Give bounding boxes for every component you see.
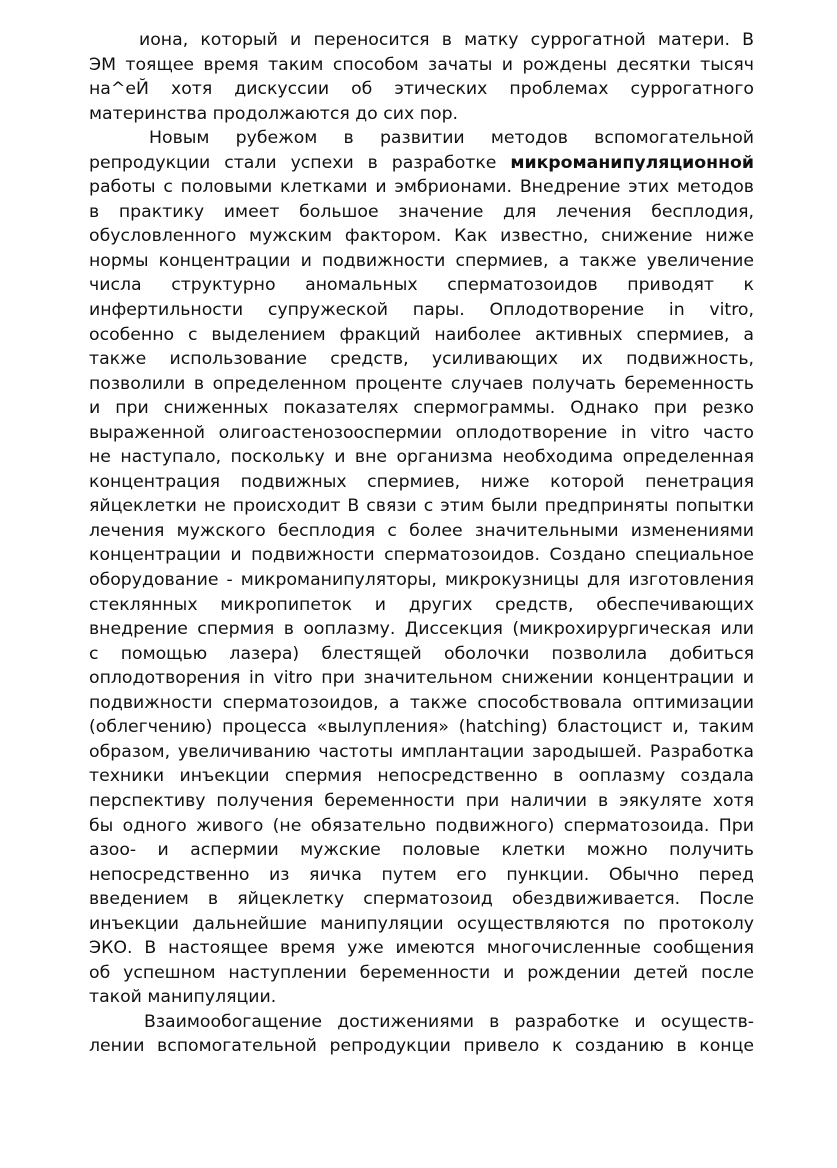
text-fragment: репродукции стали успехи в разработке bbox=[89, 152, 511, 173]
paragraph-start-line: Взаимообогащение достижениями в разработке и осуществ- bbox=[144, 1011, 754, 1032]
text-line: внедрение спермия в ооплазму. Диссекция (микрохирургическая или bbox=[89, 619, 754, 640]
text-line: техники инъекции спермия непосредственно в ооплазму создала bbox=[89, 766, 754, 787]
text-line: материнства продолжаются до сих пор. bbox=[89, 103, 459, 124]
text-line: инъекции дальнейшие манипуляции осуществляются по протоколу bbox=[89, 913, 754, 934]
text-line: ЭКО. В настоящее время уже имеются многочисленные сообщения bbox=[89, 938, 754, 959]
text-line: на^еЙ хотя дискуссии об этических проблемах суррогатного bbox=[89, 79, 754, 100]
text-line: непосредственно из яичка путем его пункции. Обычно перед bbox=[89, 864, 754, 885]
text-line: азоо- и аспермии мужские половые клетки можно получить bbox=[89, 840, 754, 861]
text-line: и при сниженных показателях спермограммы. Однако при резко bbox=[89, 398, 754, 419]
paragraph-start-line: Новым рубежом в развитии методов вспомогательной bbox=[149, 128, 754, 149]
text-line: особенно с выделением фракций наиболее активных спермиев, а bbox=[89, 324, 754, 345]
text-line: подвижности сперматозоидов, а также способствовала оптимизации bbox=[89, 692, 754, 713]
text-line: такой манипуляции. bbox=[89, 987, 277, 1008]
text-line: образом, увеличиванию частоты имплантации зародышей. Разработка bbox=[89, 741, 754, 762]
text-line: об успешном наступлении беременности и рождении детей после bbox=[89, 962, 754, 983]
text-line: инфертильности супружеской пары. Оплодотворение in vitro, bbox=[89, 300, 754, 321]
text-line: не наступало, поскольку и вне организма необходима определенная bbox=[89, 447, 754, 468]
emphasized-term: микроманипуляционной bbox=[510, 152, 754, 173]
text-line: оплодотворения in vitro при значительном снижении концентрации и bbox=[89, 668, 754, 689]
text-line: лении вспомогательной репродукции привело к созданию в конце bbox=[89, 1036, 754, 1057]
text-line: перспективу получения беременности при наличии в эякуляте хотя bbox=[89, 790, 754, 811]
text-line: яйцеклетки не происходит В связи с этим были предприняты попытки bbox=[89, 496, 754, 517]
text-line: выраженной олигоастенозооспермии оплодотворение in vitro часто bbox=[89, 422, 754, 443]
text-line: в практику имеет большое значение для лечения бесплодия, bbox=[89, 201, 754, 222]
text-line: ЭМ тоящее время таким способом зачаты и рождены десятки тысяч bbox=[89, 54, 754, 75]
text-line: концентрация подвижных спермиев, ниже которой пенетрация bbox=[89, 471, 754, 492]
text-line bbox=[89, 151, 754, 176]
text-line: также использование средств, усиливающих их подвижность, bbox=[89, 349, 754, 370]
document-page bbox=[89, 28, 754, 1059]
text-line: обусловленного мужским фактором. Как известно, снижение ниже bbox=[89, 226, 754, 247]
text-line: бы одного живого (не обязательно подвижного) сперматозоида. При bbox=[89, 815, 754, 836]
text-line: лечения мужского бесплодия с более значительными изменениями bbox=[89, 520, 754, 541]
text-line: введением в яйцеклетку сперматозоид обездвиживается. После bbox=[89, 889, 754, 910]
text-line: иона, который и переносится в матку суррогатной матери. В bbox=[139, 30, 754, 50]
text-line: с помощью лазера) блестящей оболочки позволила добиться bbox=[89, 643, 754, 664]
text-line: работы с половыми клетками и эмбрионами. Внедрение этих методов bbox=[89, 177, 754, 198]
text-line: числа структурно аномальных сперматозоидов приводят к bbox=[89, 275, 754, 296]
text-line: оборудование - микроманипуляторы, микрокузницы для изготовления bbox=[89, 570, 754, 591]
text-line: позволили в определенном проценте случаев получать беременность bbox=[89, 373, 754, 394]
text-line: нормы концентрации и подвижности спермиев, а также увеличение bbox=[89, 250, 754, 271]
text-line: (облегчению) процесса «вылупления» (hatching) бластоцист и, таким bbox=[89, 717, 754, 738]
text-line: концентрации и подвижности сперматозоидов. Создано специальное bbox=[89, 545, 754, 566]
text-line: стеклянных микропипеток и других средств, обеспечивающих bbox=[89, 594, 754, 615]
